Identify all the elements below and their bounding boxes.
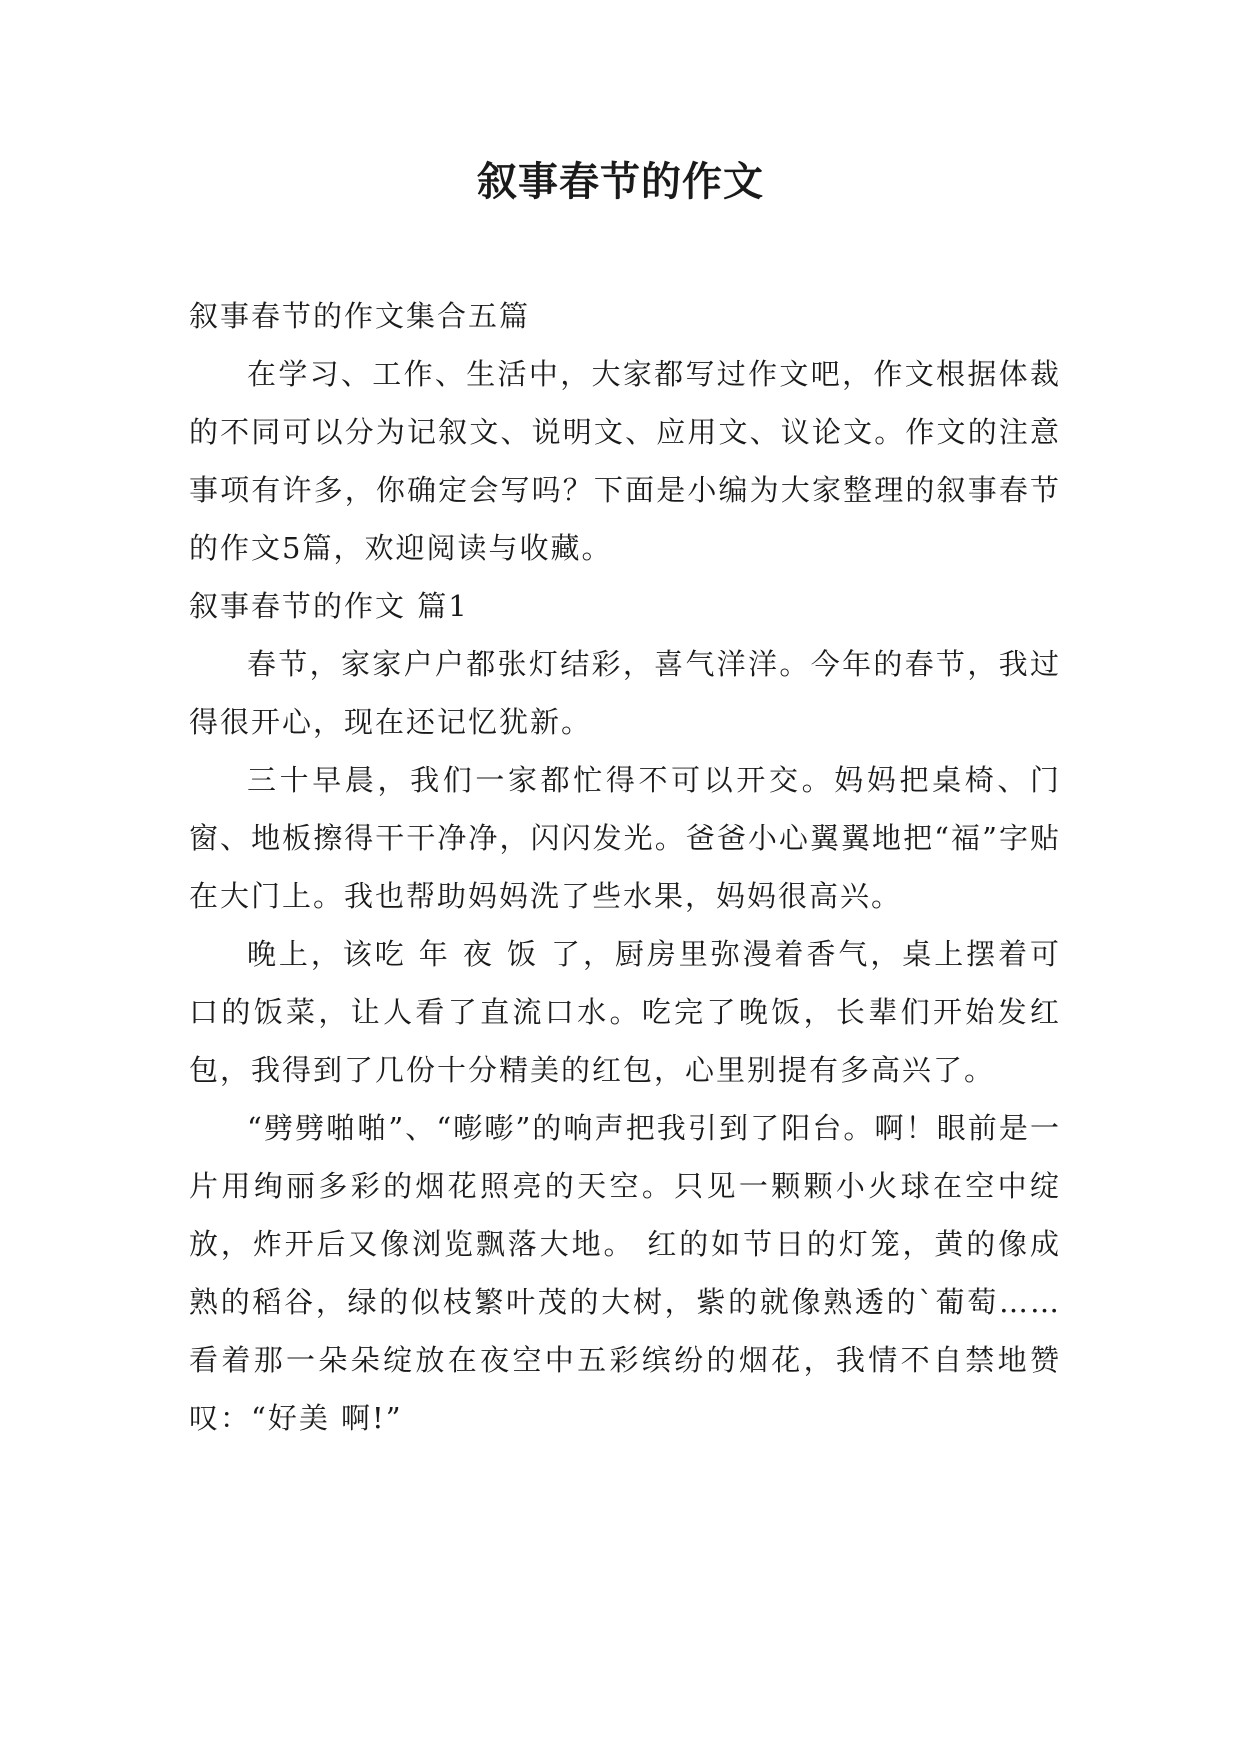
body-paragraph-4: “劈劈啪啪”、“嘭嘭”的响声把我引到了阳台。啊！眼前是一片用绚丽多彩的烟花照亮的天空。只见一颗颗小火球在空中绽放，炸开后又像浏览飘落大地。 红的如节日的灯笼，黄的像成熟的稻谷，绿的似枝繁叶茂的大树，紫的就像熟透的`葡萄……看着那一朵朵绽放在夜空中五彩缤纷的烟花，我情不自禁地赞叹：“好美 啊!” bbox=[189, 1111, 1061, 1435]
document-title: 叙事春节的作文 bbox=[477, 159, 764, 205]
body-paragraph-3: 晚上，该吃 年 夜 饭 了，厨房里弥漫着香气，桌上摆着可口的饭菜，让人看了直流口水。吃完了晚饭，长辈们开始发红包，我得到了几份十分精美的红包，心里别提有多高兴了。 bbox=[189, 937, 1061, 1087]
section-heading: 叙事春节的作文 篇1 bbox=[189, 589, 469, 623]
body-paragraph-2: 三十早晨，我们一家都忙得不可以开交。妈妈把桌椅、门窗、地板擦得干干净净，闪闪发光。爸爸小心翼翼地把“福”字贴在大门上。我也帮助妈妈洗了些水果，妈妈很高兴。 bbox=[189, 763, 1061, 913]
document-body bbox=[189, 287, 1061, 1447]
document-subtitle: 叙事春节的作文集合五篇 bbox=[189, 299, 531, 333]
body-paragraph-1: 春节，家家户户都张灯结彩，喜气洋洋。今年的春节，我过得很开心，现在还记忆犹新。 bbox=[189, 647, 1061, 739]
intro-paragraph: 在学习、工作、生活中，大家都写过作文吧，作文根据体裁的不同可以分为记叙文、说明文、应用文、议论文。作文的注意事项有许多，你确定会写吗？下面是小编为大家整理的叙事春节的作文5篇，欢迎阅读与收藏。 bbox=[189, 357, 1061, 565]
